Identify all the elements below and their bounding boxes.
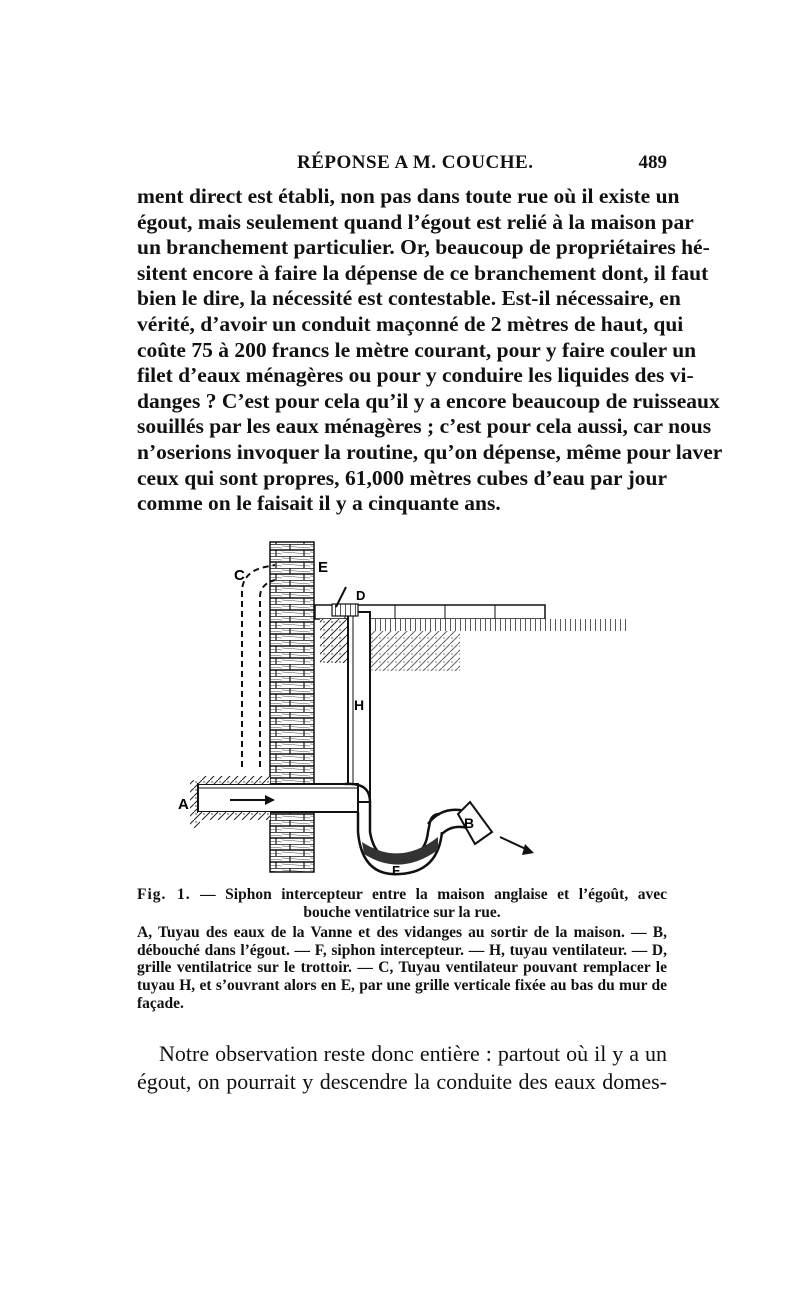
text-line: un branchement particulier. Or, beaucoup de propriétaires hé- <box>137 235 710 260</box>
label-b: B <box>464 815 475 831</box>
text-line: ment direct est établi, non pas dans toute rue où il existe un <box>137 184 680 208</box>
label-d: D <box>356 588 366 603</box>
caption-legend: A, Tuyau des eaux de la Vanne et des vidanges au sortir de la maison. — B, débouché dans l’égout. — F, siphon intercepteur. — H, tuyau ventilateur. — D, grille ventilatrice sur le trottoir. — C, Tuyau ventilateur pouvant remplacer le tuyau H, et s’ouvrant alors en E, par une grille verticale fixée au bas du mur de façade. <box>137 924 667 1012</box>
text-line: filet d’eaux ménagères ou pour y conduire les liquides des vi- <box>137 363 694 388</box>
figure-label: Fig. 1. <box>137 886 191 903</box>
text-line: danges ? C’est pour cela qu’il y a encore beaucoup de ruisseaux <box>137 388 720 413</box>
text-line: comme on le faisait il y a cinquante ans. <box>137 491 501 516</box>
text-line: égout, mais seulement quand l’égout est relié à la maison par <box>137 209 694 234</box>
text-line: égout, on pourrait y descendre la conduite des eaux domes- <box>137 1069 667 1094</box>
running-title: RÉPONSE A M. COUCHE. <box>297 152 534 173</box>
label-h: H <box>354 697 365 713</box>
text-line: n’oserions invoquer la routine, qu’on dépense, même pour laver <box>137 439 723 464</box>
street-edge <box>370 619 630 631</box>
label-f: F <box>392 863 400 877</box>
text-line: sitent encore à faire la dépense de ce branchement dont, il faut <box>137 260 709 285</box>
text-line: Notre observation reste donc entière : partout où il y a un <box>159 1041 667 1066</box>
text-line: souillés par les eaux ménagères ; c’est pour cela aussi, car nous <box>137 414 712 439</box>
caption-title-text: — Siphon intercepteur entre la maison anglaise et l’égoût, avec <box>200 886 668 903</box>
label-c: C <box>234 567 245 584</box>
label-a: A <box>178 796 189 813</box>
siphon-diagram <box>170 532 640 877</box>
caption-title-line-2: bouche ventilatrice sur la rue. <box>303 903 501 921</box>
page-header <box>137 152 667 176</box>
text-line: coûte 75 à 200 francs le mètre courant, pour y faire couler un <box>137 337 697 362</box>
label-e: E <box>318 559 329 576</box>
paragraph-2 <box>137 1040 667 1096</box>
paragraph-1 <box>137 184 723 517</box>
figure-caption <box>137 886 667 1012</box>
text-line: ceux qui sont propres, 61,000 mètres cubes d’eau par jour <box>137 465 667 490</box>
siphon-figure <box>170 532 640 877</box>
page-number: 489 <box>638 152 667 173</box>
caption-title-line <box>137 886 667 904</box>
text-line: vérité, d’avoir un conduit maçonné de 2 mètres de haut, qui <box>137 311 684 336</box>
house-wall <box>270 542 314 872</box>
text-line: bien le dire, la nécessité est contestable. Est-il nécessaire, en <box>137 286 681 311</box>
